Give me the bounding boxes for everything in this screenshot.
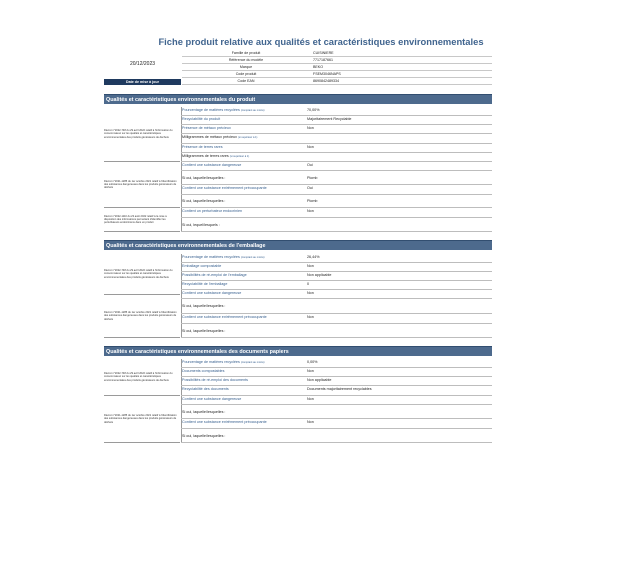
header-row-brand — [182, 64, 492, 71]
header-label: Référence du modèle — [228, 58, 264, 62]
header-row-ean — [182, 78, 492, 85]
section-title-product: Qualités et caractéristiques environnementales du produit — [104, 94, 492, 104]
row-svhc: Contient une substance extrêmement préoccupante Non — [181, 314, 492, 324]
row-dangerous-substance: Contient une substance dangereuse Oui — [181, 162, 492, 171]
row-dangerous-substance-which: Si oui, laquelle/lesquelles : — [181, 405, 492, 419]
header-value: 7717187661 — [313, 58, 333, 62]
row-recyclability: Recyclabilité des documents Documents majoritairement recyclables — [181, 386, 492, 396]
header-value: CUISINIERE — [313, 51, 334, 55]
row-svhc: Contient une substance extrêmement préoccupante Non — [181, 419, 492, 429]
row-svhc-which: Si oui, laquelle/lesquelles : Plomb — [181, 195, 492, 208]
header-row-family — [182, 50, 492, 57]
row-svhc: Contient une substance extrêmement préoccupante Oui — [181, 185, 492, 195]
decree-2022-748: Décret n°2022-748 du 29 avril 2022 relatif à l'information du consommateur sur les qualités et caractéristiques environnementales des produits générateurs de déchets — [104, 107, 180, 162]
row-rare-earths-mg: Milligrammes de terres rares (si supérieur à 1) — [181, 153, 492, 162]
row-dangerous-substance-which: Si oui, laquelle/lesquelles : Plomb — [181, 171, 492, 185]
section-title-packaging: Qualités et caractéristiques environnementales de l'emballage — [104, 240, 492, 250]
row-dangerous-substance: Contient une substance dangereuse Non — [181, 396, 492, 405]
decree-2022-1110: Décret n°2022-1110 du 23 août 2022 relatif à la mise à disposition des informations permettant d'identifier les perturbateurs endocriniens dans un produit — [104, 208, 180, 232]
update-date-label: Date de mise à jour — [104, 79, 181, 85]
row-reuse: Possibilités de ré-emploi des documents Non applicable — [181, 377, 492, 386]
section-title-papers: Qualités et caractéristiques environnementales des documents papiers — [104, 346, 492, 356]
row-recyclability: Recyclabilité du produit Majoritairement Recyclable — [181, 116, 492, 125]
decree-2021-1285: Décret n°2021-1285 du 1er octobre 2021 relatif à l'identification des substances dangereuses dans les produits générateurs de déchets — [104, 396, 180, 443]
header-value: FSEM3046NAPS — [313, 72, 341, 76]
row-recyclability: Recyclabilité de l'emballage 0 — [181, 281, 492, 290]
header-value: 8690842489334 — [313, 79, 339, 83]
header-row-reference — [182, 57, 492, 64]
product-header — [104, 50, 492, 87]
row-recycled-percentage: Pourcentage de matières recyclées (comptant au moins) 70,00% — [181, 107, 492, 116]
update-date: 20/12/2023 — [129, 61, 156, 67]
row-recycled-percentage: Pourcentage de matières recyclées (comptant au moins) 0,00% — [181, 359, 492, 368]
decree-2021-1285: Décret n°2021-1285 du 1er octobre 2021 relatif à l'identification des substances dangereuses dans les produits générateurs de déchets — [104, 295, 180, 338]
decree-2022-748: Décret n°2022-748 du 29 avril 2022 relatif à l'information du consommateur sur les qualités et caractéristiques environnementales des produits générateurs de déchets — [104, 254, 180, 295]
row-dangerous-substance: Contient une substance dangereuse Non — [181, 290, 492, 299]
row-rare-earths: Présence de terres rares Non — [181, 144, 492, 153]
decree-2022-748: Décret n°2022-748 du 29 avril 2022 relatif à l'information du consommateur sur les qualités et caractéristiques environnementales des produits générateurs de déchets — [104, 359, 180, 396]
row-reuse: Possibilités de ré-emploi de l'emballage Non applicable — [181, 272, 492, 281]
row-compostable: Emballage compostable Non — [181, 263, 492, 272]
row-svhc-which: Si oui, laquelle/lesquelles : — [181, 324, 492, 338]
decree-2021-1285: Décret n°2021-1285 du 1er octobre 2021 relatif à l'identification des substances dangereuses dans les produits générateurs de déchets — [104, 162, 180, 208]
row-dangerous-substance-which: Si oui, laquelle/lesquelles : — [181, 299, 492, 314]
header-row-product-code — [182, 71, 492, 78]
row-compostable: Documents compostables Non — [181, 368, 492, 377]
row-svhc-which: Si oui, laquelle/lesquelles : — [181, 429, 492, 443]
row-endocrine-disruptor: Contient un perturbateur endocrinien Non — [181, 208, 492, 218]
header-label: Famille de produit — [231, 51, 261, 55]
header-label: Code EAN — [237, 79, 255, 83]
row-precious-metals-mg: Milligrammes de métaux précieux (si supérieur à 1) — [181, 134, 492, 144]
row-precious-metals: Présence de métaux précieux Non — [181, 125, 492, 134]
page-title: Fiche produit relative aux qualités et caractéristiques environnementales — [158, 36, 484, 47]
row-endocrine-disruptor-which: Si oui, lequel/lesquels : — [181, 218, 492, 232]
header-label: Code produit — [235, 72, 257, 76]
header-value: BEKO — [313, 65, 323, 69]
row-recycled-percentage: Pourcentage de matières recyclées (comptant au moins) 26,44% — [181, 254, 492, 263]
header-label: Marque — [239, 65, 253, 69]
